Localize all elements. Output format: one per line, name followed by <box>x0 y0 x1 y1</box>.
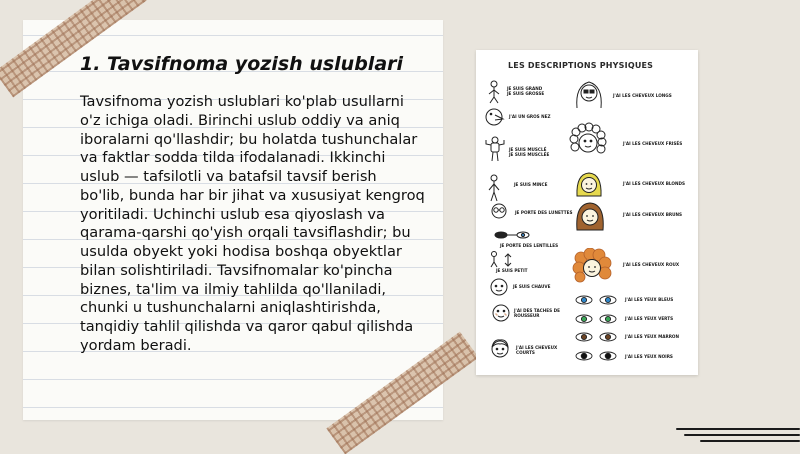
small-person-icon <box>488 250 518 268</box>
tall-person-icon <box>484 80 504 104</box>
label-lunettes: JE PORTE DES LUNETTES <box>515 210 573 215</box>
slide-body-text: Tavsifnoma yozish uslublari ko'plab usullarni o'z ichiga oladi. Birinchi uslub oddiy va aniq iboralarni qo'llashdir; bu holatda tushunchalar va faktlar sodda tilda ifodalanadi. Ikkinchi uslub — tafsilotli va batafsil tavsif berish bo'lib, bunda har bir jihat va xususiyat kengroq yoritiladi. Uchinchi uslub esa qiyoslash va qarama-qarshi qo'yish orqali tavsiflashdir; bu usulda obyekt yoki hodisa boshqa obyektlar bilan solishtiriladi. Tavsifnomalar ko'pincha biznes, ta'lim va ilmiy tahlilda qo'llaniladi, chunki u tushunchalarni aniqlashtirishda, tanqidiy tahlil qilishda va qaror qabul qilishda yordam beradi. <box>80 93 425 354</box>
long-hair-face-icon <box>572 78 606 112</box>
brown-hair-face-icon <box>574 200 606 234</box>
black-eyes-icon <box>574 350 620 362</box>
brown-eyes-icon <box>574 331 620 343</box>
decorative-stroke <box>700 440 800 442</box>
label-chauve: JE SUIS CHAUVE <box>513 284 551 289</box>
label-taches: J'AI DES TACHES DE ROUSSEUR <box>514 308 560 318</box>
thin-person-icon <box>486 174 502 202</box>
blue-eyes-icon <box>574 294 620 306</box>
label-frises: J'AI LES CHEVEUX FRISÉS <box>623 141 683 146</box>
freckles-face-icon <box>490 302 512 324</box>
decorative-stroke <box>676 428 800 430</box>
red-hair-face-icon <box>572 248 612 286</box>
curly-hair-face-icon <box>568 122 608 162</box>
label-mince: JE SUIS MINCE <box>514 182 548 187</box>
label-blonds: J'AI LES CHEVEUX BLONDS <box>623 181 685 186</box>
label-gros-nez: J'AI UN GROS NEZ <box>509 114 551 119</box>
label-roux: J'AI LES CHEVEUX ROUX <box>623 262 680 267</box>
label-petit: JE SUIS PETIT <box>496 268 528 273</box>
label-muscle: JE SUIS MUSCLÉ JE SUIS MUSCLÉE <box>509 147 550 157</box>
label-bleus: J'AI LES YEUX BLEUS <box>625 297 674 302</box>
label-lentilles: JE PORTE DES LENTILLES <box>500 243 559 248</box>
short-hair-face-icon <box>488 336 512 360</box>
label-longs: J'AI LES CHEVEUX LONGS <box>613 93 672 98</box>
decorative-stroke <box>684 434 800 436</box>
bald-head-icon <box>488 276 510 298</box>
image-title: LES DESCRIPTIONS PHYSIQUES <box>508 61 654 70</box>
slide-title: 1. Tavsifnoma yozish uslublari <box>80 53 404 75</box>
descriptions-image <box>476 50 698 375</box>
label-noirs: J'AI LES YEUX NOIRS <box>625 354 673 359</box>
label-courts: J'AI LES CHEVEUX COURTS <box>516 345 558 355</box>
green-eyes-icon <box>574 313 620 325</box>
sunglasses-icon <box>492 230 532 240</box>
label-bruns: J'AI LES CHEVEUX BRUNS <box>623 212 683 217</box>
muscular-person-icon <box>484 136 506 162</box>
label-grand: JE SUIS GRAND JE SUIS GROSSE <box>507 86 545 96</box>
big-nose-face-icon <box>484 106 506 128</box>
label-verts: J'AI LES YEUX VERTS <box>625 316 674 321</box>
glasses-face-icon <box>488 202 510 220</box>
blonde-hair-face-icon <box>574 170 604 200</box>
label-marron: J'AI LES YEUX MARRON <box>625 334 679 339</box>
